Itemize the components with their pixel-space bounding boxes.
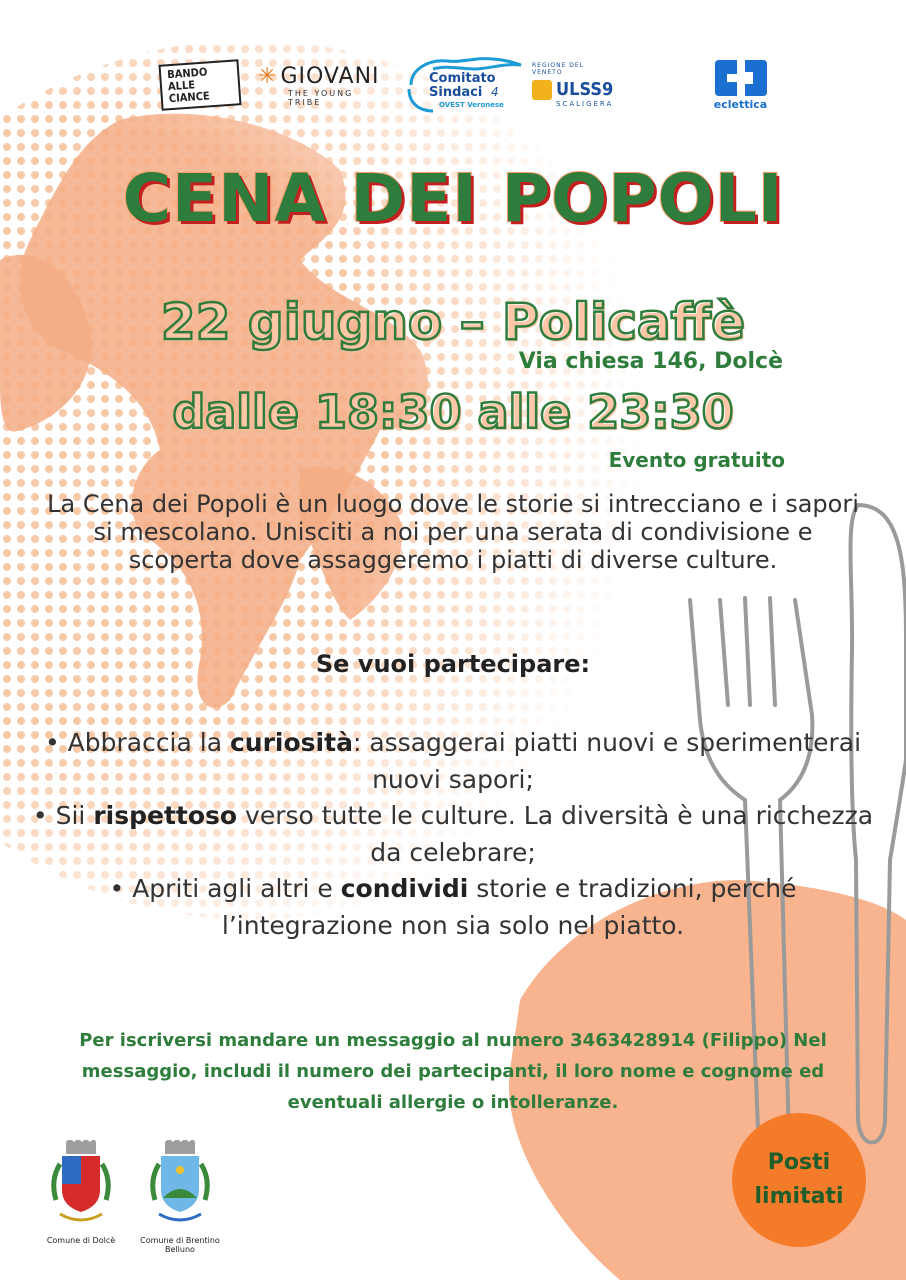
event-price: Evento gratuito [608,448,785,472]
comitato-number: 4 [491,85,499,99]
list-item-text: : assaggerai piatti nuovi e sperimenterai nuovi sapori; [352,728,862,794]
giovani-star-icon: ✳ [258,63,277,89]
participate-heading: Se vuoi partecipare: [315,650,591,678]
event-address: Via chiesa 146, Dolcè [518,349,783,374]
brentino-coat-of-arms-icon [145,1140,215,1230]
badge-line1: Posti [767,1150,831,1175]
lion-of-venice-icon [532,80,552,100]
list-item-emphasis: rispettoso [93,801,238,830]
dolce-coat-of-arms-icon [46,1140,116,1230]
eclettica-logo [708,55,773,115]
event-title: CENA DEI POPOLI [122,160,784,237]
signup-instructions: Per iscriversi mandare un messaggio al numero 3463428914 (Filippo) Nel messaggio, includi il numero dei partecipanti, il loro nome e cognome ed eventuali allergie o intolleranze. [79,1030,827,1113]
list-item-text: • Sii [32,801,94,830]
ulss-region: REGIONE DEL VENETO [532,62,585,76]
giovani-logo [258,55,388,115]
list-item-emphasis: condividi [340,874,469,903]
ulss9-logo [532,55,614,115]
list-item-text: storie e tradizioni, perché l’integrazione non sia solo nel piatto. [221,874,797,940]
list-item [30,725,876,798]
list-item-text: • Apriti agli altri e [109,874,341,903]
comitato-line3: OVEST Veronese [439,101,504,109]
giovani-tagline: THE YOUNG TRIBE [288,88,354,107]
crest-dolce [26,1140,136,1245]
municipality-name: Comune di Dolcè [46,1236,116,1245]
comitato-sindaci-logo [403,55,523,115]
municipality-name: Comune di Brentino Belluno [140,1236,220,1254]
list-item-text: • Abbraccia la [44,728,230,757]
list-item-text: verso tutte le culture. La diversità è una ricchezza da celebrare; [237,801,874,867]
list-item [30,871,876,944]
intro-paragraph: La Cena dei Popoli è un luogo dove le storie si intrecciano e i sapori si mescolano. Unisciti a noi per una serata di condivisione e scoperta dove assaggeremo i piatti di diverse culture. [47,490,859,574]
comitato-line2: Sindaci [429,85,483,100]
comitato-line1: Comitato [429,71,496,86]
limited-seats-badge [732,1113,866,1247]
eclettica-mark-icon [713,60,769,96]
list-item [30,798,876,871]
badge-line2: limitati [754,1184,844,1209]
bando-line2: CIANCE [168,89,211,106]
bando-alle-ciance-logo [160,55,240,115]
crest-brentino-belluno [125,1140,235,1254]
participate-list [30,725,876,944]
event-hours: dalle 18:30 alle 23:30 [172,385,734,439]
ulss-name: ULSS9 [556,79,614,100]
eclettica-text: eclettica [713,97,768,111]
ulss-sub: SCALIGERA [556,100,614,108]
event-date-venue: 22 giugno – Policaffè [160,293,746,351]
list-item-emphasis: curiosità [229,728,353,757]
bando-line1: BANDO ALLE [166,65,208,94]
giovani-logo-text: GIOVANI [280,63,380,89]
